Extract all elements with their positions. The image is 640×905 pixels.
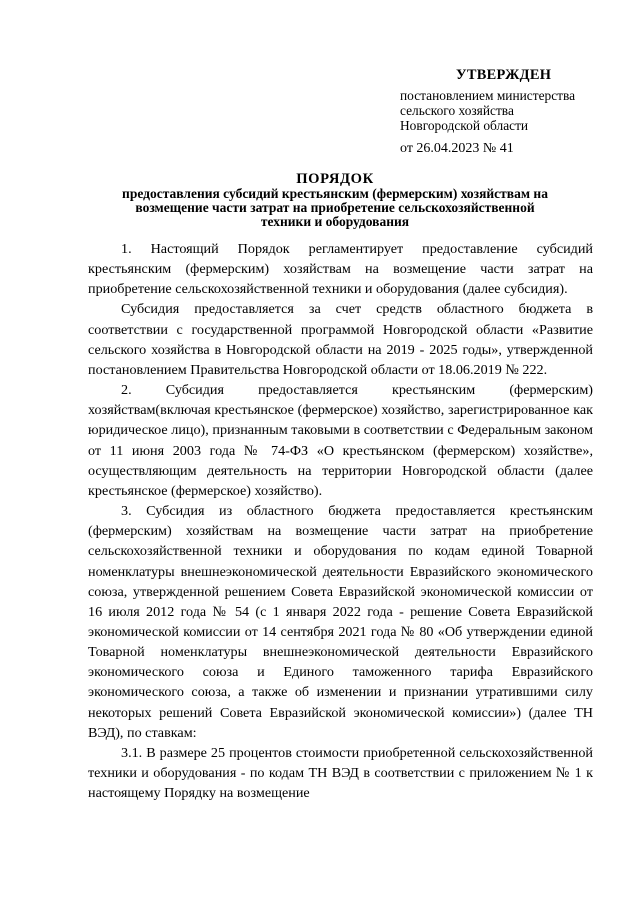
paragraph-2: 2. Субсидия предоставляется крестьянским (фермерским) хозяйствам(включая крестьянское (фермерское) хозяйство, зарегистрированное как юридическое лицо), признанным таковыми в соответствии с Федеральным законом от 11 июня 2003 года № 74-ФЗ «О крестьянском (фермерском) хозяйстве», осуществляющим деятельность на территории Новгородской области (далее крестьянское (фермерское) хозяйство). <box>88 382 593 499</box>
approval-heading: УТВЕРЖДЕН <box>456 67 552 83</box>
approval-date: от 26.04.2023 № 41 <box>400 141 514 156</box>
approval-line: Новгородской области <box>400 118 529 133</box>
paragraph-3-1: 3.1. В размере 25 процентов стоимости приобретенной сельскохозяйственной техники и оборудования - по кодам ТН ВЭД в соответствии с приложением № 1 к настоящему Порядку на возмещение <box>88 744 593 802</box>
paragraph-3: 3. Субсидия из областного бюджета предоставляется крестьянским (фермерским) хозяйствам на возмещение части затрат на приобретение сельскохозяйственной техники и оборудования по кодам единой Товарной номенклатуры внешнеэкономической деятельности Евразийского экономического союза, утвержденной решением Совета Евразийской экономической комиссии от 16 июля 2012 года № 54 (с 1 января 2022 года - решение Совета Евразийской экономической комиссии от 14 сентября 2021 года № 80 «Об утверждении единой Товарной номенклатуры внешнеэкономической деятельности Евразийского экономического союза и Единого таможенного тарифа Евразийского экономического союза, а также об изменении и признании утратившими силу некоторых решений Совета Евразийской экономической комиссии») (далее ТН ВЭД), по ставкам: <box>88 503 593 741</box>
title-line: предоставления субсидий крестьянским (фермерским) хозяйствам на <box>122 186 548 201</box>
paragraph-1-continued: Субсидия предоставляется за счет средств областного бюджета в соответствии с государственной программой Новгородской области «Развитие сельского хозяйства в Новгородской области на 2019 - 2025 годы», утвержденной постановлением Правительства Новгородской области от 18.06.2019 № 222. <box>88 301 593 378</box>
approval-block <box>400 68 625 156</box>
title-subtitle <box>80 187 590 230</box>
approval-line: постановлением министерства <box>400 88 576 103</box>
approval-line: сельского хозяйства <box>400 103 514 118</box>
title-line: возмещение части затрат на приобретение сельскохозяйственной <box>135 200 535 216</box>
paragraph-1: 1. Настоящий Порядок регламентирует предоставление субсидий крестьянским (фермерским) хозяйствам на возмещение части затрат на приобретение сельскохозяйственной техники и оборудования (далее субсидия). <box>88 241 593 298</box>
document-body <box>88 239 593 803</box>
document-title <box>80 171 590 230</box>
title-line: техники и оборудования <box>260 214 410 230</box>
title-main: ПОРЯДОК <box>296 171 374 187</box>
